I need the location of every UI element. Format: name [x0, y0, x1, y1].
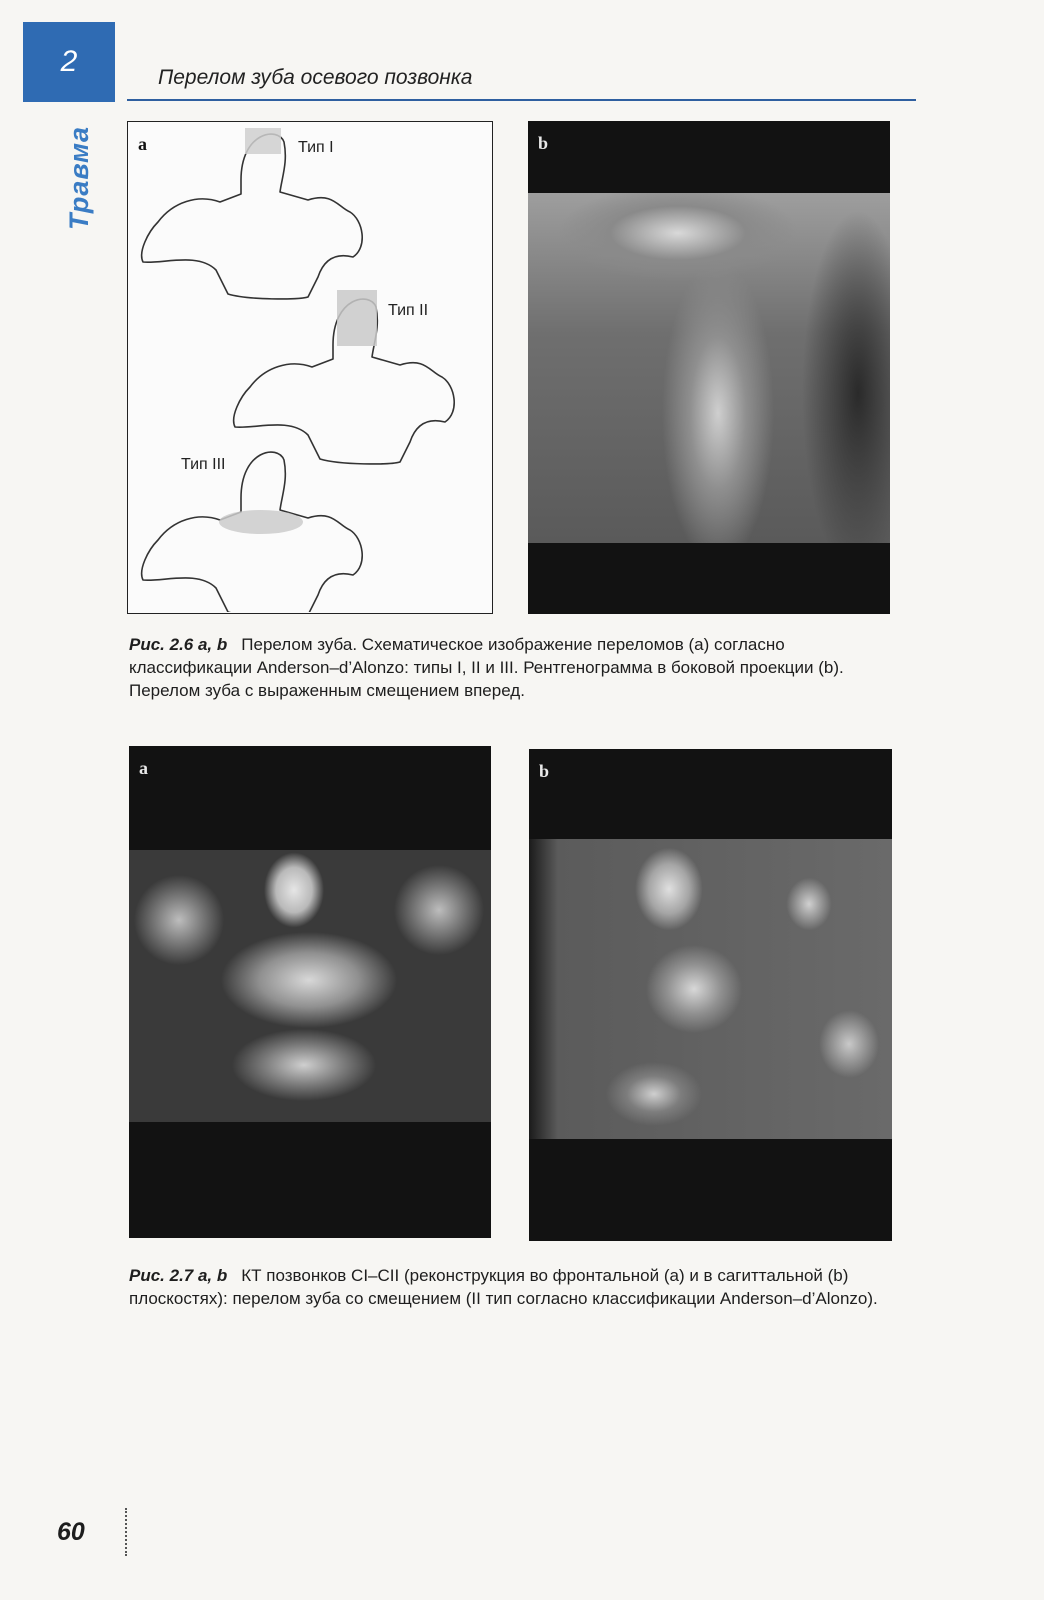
caption-figure-id: Рис. 2.6 a, b: [129, 635, 228, 654]
header-rule: [127, 99, 916, 101]
panel-label: b: [539, 761, 550, 781]
panel-label: a: [139, 758, 148, 778]
figure-2-7-caption: [129, 1264, 899, 1310]
fracture-zone-type-1: [245, 128, 281, 154]
type-3-label: Тип III: [181, 456, 226, 473]
figure-2-6-panel-b: [528, 121, 890, 614]
caption-text: КТ позвонков CI–CII (реконструкция во фронтальной (a) и в сагиттальной (b) плоскостях): перелом зуба со смещением (II тип согласно классификации Anderson–d’Alonzo).: [129, 1266, 878, 1308]
type-2-label: Тип II: [388, 302, 429, 319]
caption-figure-id: Рис. 2.7 a, b: [129, 1266, 228, 1285]
ct-sagittal-image: [529, 839, 892, 1139]
figure-2-7-panel-a: [129, 746, 491, 1238]
fracture-zone-type-2: [337, 290, 377, 346]
ct-frontal-image: [129, 850, 491, 1122]
figure-2-6-caption: [129, 633, 899, 702]
axis-vertebra-schematic: [128, 122, 491, 612]
page-number: 60: [57, 1518, 85, 1546]
panel-label: a: [138, 134, 147, 154]
caption-text: Перелом зуба. Схематическое изображение переломов (a) согласно классификации Anderson–d’Alonzo: типы I, II и III. Рентгенограмма в боковой проекции (b). Перелом зуба с выраженным смещением вперед.: [129, 635, 844, 700]
lateral-radiograph-image: [528, 193, 890, 543]
figure-2-7-panel-b: [529, 749, 892, 1241]
page-number-dots: [125, 1508, 127, 1556]
fracture-zone-type-3: [219, 510, 303, 534]
type-1-label: Тип I: [298, 139, 334, 156]
chapter-number: 2: [60, 45, 78, 78]
section-side-label: Травма: [64, 126, 94, 230]
vertebra-type-1-drawing: [142, 134, 363, 299]
chapter-number-tab: [23, 22, 115, 102]
figure-2-6-panel-a: [127, 121, 493, 614]
running-title: Перелом зуба осевого позвонка: [158, 66, 473, 89]
panel-label: b: [538, 133, 549, 153]
